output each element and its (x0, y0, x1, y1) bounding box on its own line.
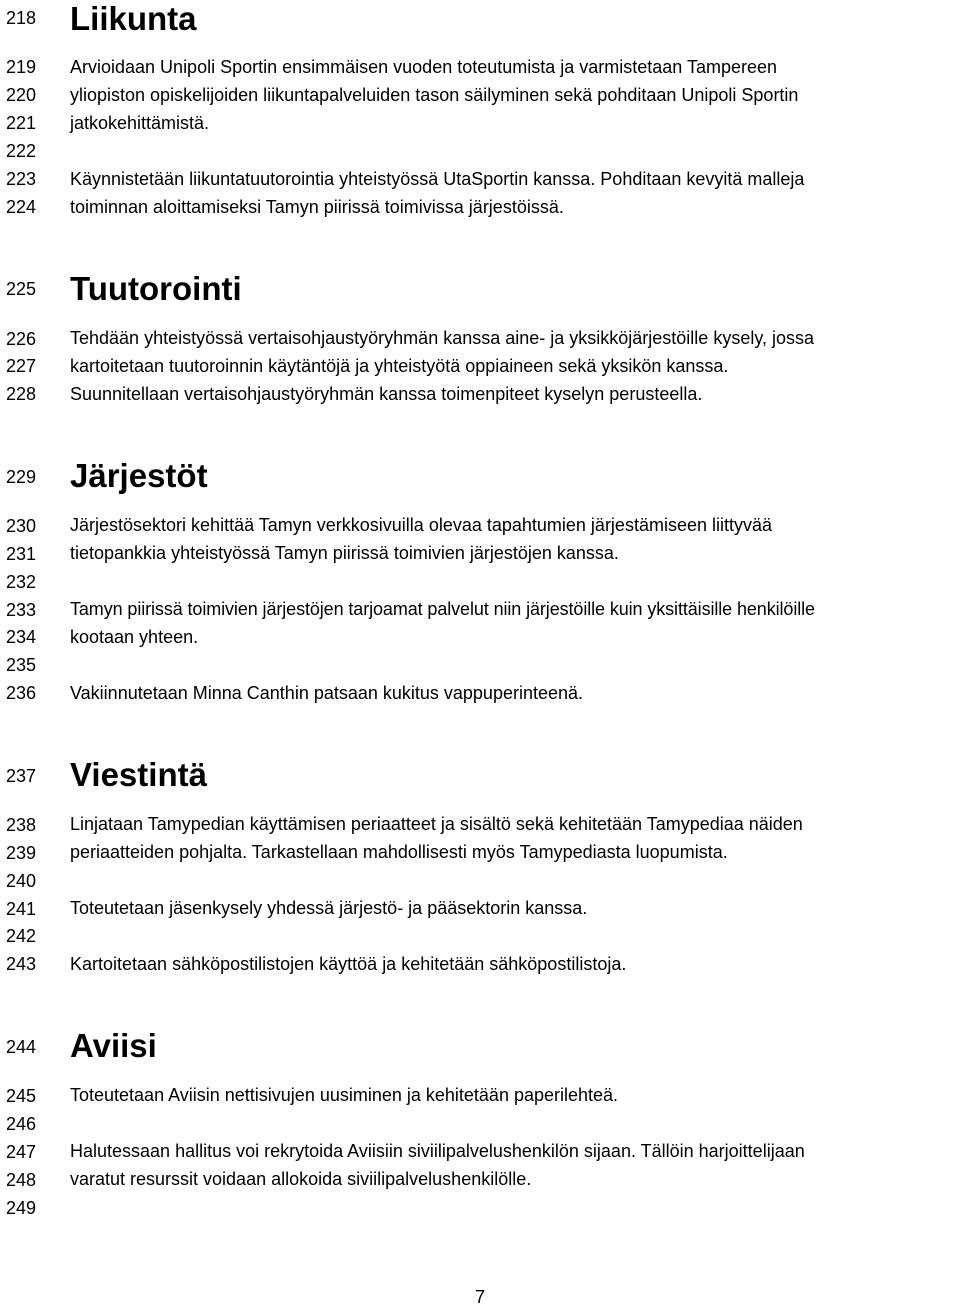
line-number: 230 (6, 516, 37, 536)
section-heading-liikunta: Liikunta (70, 0, 197, 37)
paragraph-line: kartoitetaan tuutoroinnin käytäntöjä ja yhteistyötä oppiaineen sekä yksikön kanssa. (70, 356, 729, 376)
line-number: 237 (6, 766, 37, 786)
line-number: 219 (6, 57, 37, 77)
line-number: 220 (6, 85, 37, 105)
line-number: 233 (6, 600, 37, 620)
page-number: 7 (474, 1287, 485, 1307)
paragraph-line: Käynnistetään liikuntatuutorointia yhteistyössä UtaSportin kanssa. Pohditaan kevyitä malleja (70, 169, 805, 189)
line-number: 235 (6, 655, 37, 675)
paragraph-line: Linjataan Tamypedian käyttämisen periaatteet ja sisältö sekä kehitetään Tamypediaa näiden (70, 814, 803, 834)
line-number: 221 (6, 113, 37, 133)
line-number: 243 (6, 954, 37, 974)
paragraph-line: Vakiinnutetaan Minna Canthin patsaan kukitus vappuperinteenä. (70, 683, 584, 703)
line-number: 248 (6, 1170, 37, 1190)
paragraph-line: Arvioidaan Unipoli Sportin ensimmäisen vuoden toteutumista ja varmistetaan Tampereen (70, 57, 778, 77)
paragraph-line: Tamyn piirissä toimivien järjestöjen tarjoamat palvelut niin järjestöille kuin yksittäisille henkilöille (70, 599, 815, 619)
line-number: 245 (6, 1086, 37, 1106)
line-number: 231 (6, 544, 37, 564)
paragraph-line: Toteutetaan Aviisin nettisivujen uusiminen ja kehitetään paperilehteä. (70, 1085, 619, 1105)
paragraph-line: Halutessaan hallitus voi rekrytoida Aviisiin siviilipalvelushenkilön sijaan. Tällöin harjoittelijaan (70, 1141, 805, 1161)
paragraph-line: Toteutetaan jäsenkysely yhdessä järjestö- ja pääsektorin kanssa. (70, 898, 588, 918)
line-number: 228 (6, 384, 37, 404)
section-heading-jarjestot: Järjestöt (70, 457, 208, 494)
line-number: 247 (6, 1142, 37, 1162)
paragraph-line: Suunnitellaan vertaisohjaustyöryhmän kanssa toimenpiteet kyselyn perusteella. (70, 384, 703, 404)
line-number: 249 (6, 1198, 37, 1218)
paragraph-line: varatut resurssit voidaan allokoida siviilipalvelushenkilölle. (70, 1169, 532, 1189)
paragraph-line: yliopiston opiskelijoiden liikuntapalveluiden tason säilyminen sekä pohditaan Unipoli Sportin (70, 85, 799, 105)
line-number: 236 (6, 683, 37, 703)
line-number: 244 (6, 1037, 37, 1057)
line-number: 240 (6, 871, 37, 891)
paragraph-line: toiminnan aloittamiseksi Tamyn piirissä toimivissa järjestöissä. (70, 197, 564, 217)
line-number: 218 (6, 8, 37, 28)
line-number: 238 (6, 815, 37, 835)
line-number: 225 (6, 279, 37, 299)
line-number: 234 (6, 627, 37, 647)
line-number: 242 (6, 926, 37, 946)
line-number: 226 (6, 329, 37, 349)
line-number: 227 (6, 356, 37, 376)
line-number: 229 (6, 467, 37, 487)
paragraph-line: tietopankkia yhteistyössä Tamyn piirissä toimivien järjestöjen kanssa. (70, 543, 619, 563)
section-heading-aviisi: Aviisi (70, 1027, 157, 1064)
paragraph-line: Kartoitetaan sähköpostilistojen käyttöä ja kehitetään sähköpostilistoja. (70, 954, 627, 974)
paragraph-line: jatkokehittämistä. (70, 113, 210, 133)
line-number: 232 (6, 572, 37, 592)
line-number: 239 (6, 843, 37, 863)
paragraph-line: kootaan yhteen. (70, 627, 199, 647)
paragraph-line: Järjestösektori kehittää Tamyn verkkosivuilla olevaa tapahtumien järjestämiseen liittyvää (70, 515, 772, 535)
paragraph-line: periaatteiden pohjalta. Tarkastellaan mahdollisesti myös Tamypediasta luopumista. (70, 842, 728, 862)
line-number: 246 (6, 1114, 37, 1134)
line-number: 222 (6, 141, 37, 161)
line-number: 241 (6, 899, 37, 919)
line-number: 224 (6, 197, 37, 217)
section-heading-viestinta: Viestintä (70, 756, 207, 793)
section-heading-tuutorointi: Tuutorointi (70, 270, 242, 307)
line-number: 223 (6, 169, 37, 189)
paragraph-line: Tehdään yhteistyössä vertaisohjaustyöryhmän kanssa aine- ja yksikköjärjestöille kysely, jossa (70, 328, 815, 348)
